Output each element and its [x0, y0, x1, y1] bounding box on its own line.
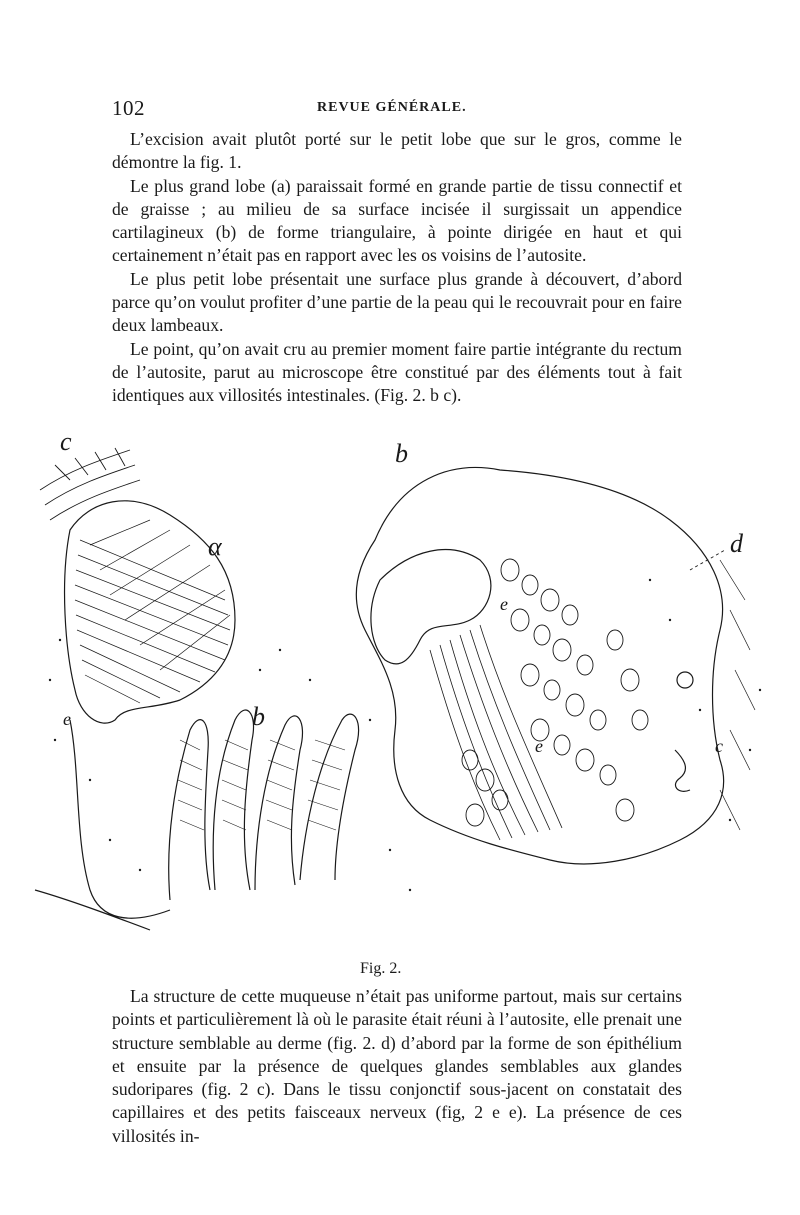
sweat-gland: [677, 672, 693, 688]
connective-tissue-edge: [35, 720, 170, 930]
paragraph: Le point, qu’on avait cru au premier moment faire partie intégrante du rectum de l’autosite, parut au microscope être constitué par des éléments tout à fait identiques aux villosités intestinales. (Fig. 2. b c).: [112, 338, 682, 406]
top-left-villi: [40, 448, 140, 520]
dermis-lines: [720, 560, 755, 830]
figure-2-illustration: [30, 420, 775, 955]
central-villi: [169, 710, 359, 900]
paragraph: L’excision avait plutôt porté sur le petit lobe que sur le gros, comme le démontre la fig. 1.: [112, 129, 682, 173]
inner-fold: [371, 550, 491, 664]
villi-hatching: [178, 740, 345, 830]
right-mass-outline: [356, 468, 723, 864]
label-e-low: e: [535, 736, 543, 756]
figure-caption: Fig. 2.: [360, 960, 402, 977]
running-head: REVUE GÉNÉRALE.: [317, 100, 467, 115]
label-e-left: e: [63, 709, 71, 729]
paragraph: La structure de cette muqueuse n’était pas uniforme partout, mais sur certains points et particulièrement là où le parasite était réuni à l’autosite, elle prenait une structure semblable au derme (fig. 2. d) d’abord par la forme de son épithélium et ensuite par la présence de quelques glandes semblables aux glandes sudoripares (fig. 2 c). Dans le tissu conjonctif sous-jacent on constatait des capillaires et des petits faisceaux nerveux (fig, 2 e e). La présence de ces villosités in-: [112, 986, 682, 1146]
label-b-top: b: [395, 439, 408, 468]
body-text-bottom: [112, 985, 682, 1148]
left-lobe-hatching: [75, 520, 230, 703]
body-text-top: [112, 128, 682, 408]
gland-cluster: [462, 559, 648, 826]
label-e-mid: e: [500, 594, 508, 614]
fiber-bundles: [430, 625, 562, 840]
label-b-low: b: [252, 702, 265, 731]
label-d-leader: [690, 550, 725, 570]
paragraph: Le plus grand lobe (a) paraissait formé en grande partie de tissu connectif et de graisse ; au milieu de sa surface incisée il surgissait un appendice cartilagineux (b) de forme triangulaire, à pointe dirigée en haut et qui certainement n’était pas en rapport avec les os voisins de l’autosite.: [112, 175, 682, 266]
label-c-top: c: [60, 427, 72, 456]
label-c-right: c: [715, 736, 723, 756]
histology-drawing: [30, 420, 775, 955]
paragraph: Le plus petit lobe présentait une surface plus grande à découvert, d’abord parce qu’on voulut profiter d’une partie de la peau qui le recouvrait pour en faire deux lambeaux.: [112, 268, 682, 336]
label-d: d: [730, 529, 743, 558]
label-a: α: [208, 532, 222, 561]
page-header: [112, 96, 682, 122]
page-number: 102: [112, 96, 145, 120]
sweat-gland-duct: [675, 750, 690, 791]
stipple-dots: [49, 579, 761, 891]
